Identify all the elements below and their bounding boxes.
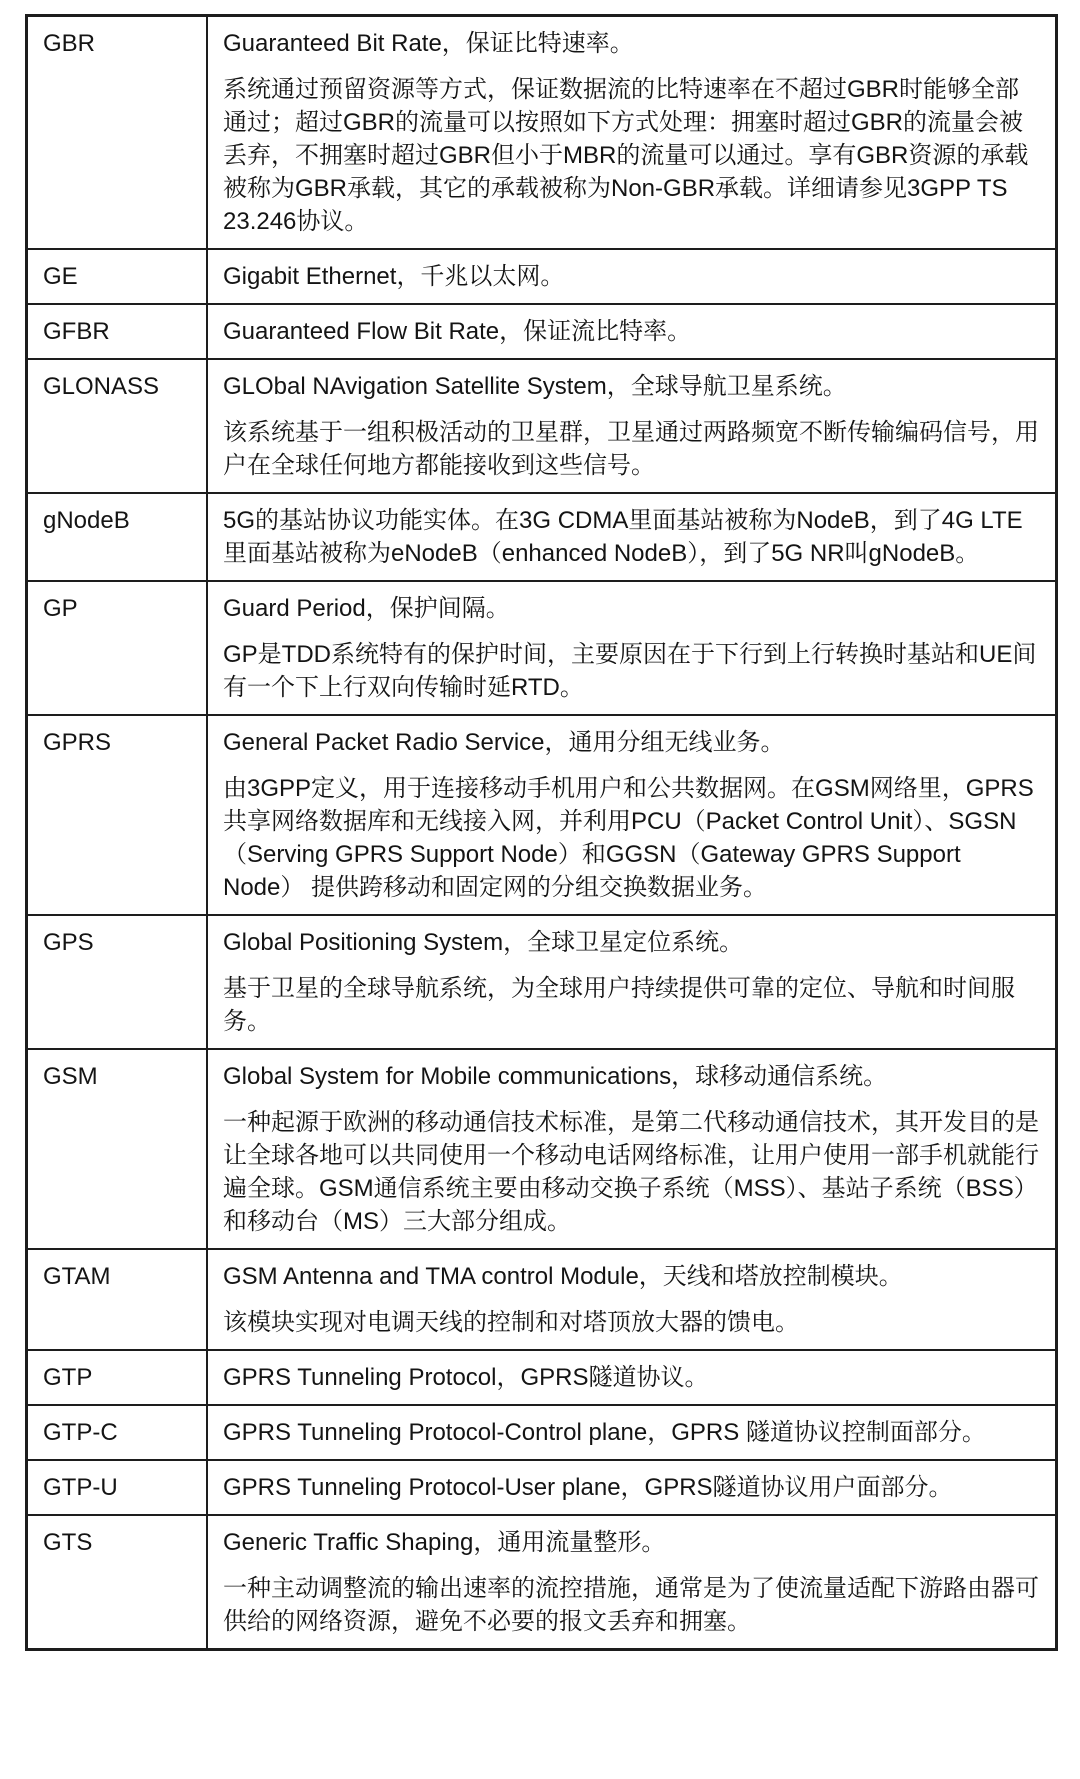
definition-paragraph: 基于卫星的全球导航系统，为全球用户持续提供可靠的定位、导航和时间服务。	[223, 975, 1015, 1035]
definition-paragraph: GSM Antenna and TMA control Module，天线和塔放控制模块。	[223, 1263, 903, 1290]
glossary-row-gsm	[27, 1049, 1057, 1249]
definition-cell	[207, 249, 1057, 304]
term-cell: GE	[27, 249, 208, 304]
definition-cell	[207, 359, 1057, 493]
definition-paragraph: GPRS Tunneling Protocol-User plane，GPRS隧道协议用户面部分。	[223, 1474, 953, 1501]
definition-paragraph: Guaranteed Flow Bit Rate，保证流比特率。	[223, 318, 692, 345]
glossary-row-gtam	[27, 1249, 1057, 1350]
term-cell: GSM	[27, 1049, 208, 1249]
glossary-row-gps	[27, 915, 1057, 1049]
term-cell: GP	[27, 581, 208, 715]
definition-paragraph: 一种主动调整流的输出速率的流控措施，通常是为了使流量适配下游路由器可供给的网络资源，避免不必要的报文丢弃和拥塞。	[223, 1575, 1039, 1635]
definition-cell	[207, 715, 1057, 915]
term-cell: GTP-U	[27, 1460, 208, 1515]
definition-paragraph: Global Positioning System，全球卫星定位系统。	[223, 929, 744, 956]
definition-paragraph: GPRS Tunneling Protocol，GPRS隧道协议。	[223, 1364, 709, 1391]
definition-cell	[207, 915, 1057, 1049]
definition-cell	[207, 1405, 1057, 1460]
term-cell: GLONASS	[27, 359, 208, 493]
definition-cell	[207, 304, 1057, 359]
definition-paragraph: GP是TDD系统特有的保护时间，主要原因在于下行到上行转换时基站和UE间有一个下上行双向传输时延RTD。	[223, 641, 1037, 701]
definition-paragraph: 该模块实现对电调天线的控制和对塔顶放大器的馈电。	[223, 1309, 799, 1336]
definition-cell	[207, 1049, 1057, 1249]
definition-paragraph: GLObal NAvigation Satellite System，全球导航卫星系统。	[223, 373, 847, 400]
glossary-row-gtp	[27, 1350, 1057, 1405]
definition-paragraph: GPRS Tunneling Protocol-Control plane，GPRS 隧道协议控制面部分。	[223, 1419, 986, 1446]
glossary-table	[25, 14, 1058, 1651]
glossary-row-gtp-c	[27, 1405, 1057, 1460]
definition-cell	[207, 1460, 1057, 1515]
glossary-row-gtp-u	[27, 1460, 1057, 1515]
term-cell: GFBR	[27, 304, 208, 359]
term-cell: GPS	[27, 915, 208, 1049]
term-cell: GTAM	[27, 1249, 208, 1350]
definition-paragraph: Gigabit Ethernet，千兆以太网。	[223, 263, 565, 290]
glossary-row-ge	[27, 249, 1057, 304]
definition-paragraph: 5G的基站协议功能实体。在3G CDMA里面基站被称为NodeB，到了4G LTE里面基站被称为eNodeB（enhanced NodeB），到了5G NR叫gNodeB。	[223, 507, 1023, 567]
definition-paragraph: Guard Period，保护间隔。	[223, 595, 510, 622]
glossary-row-gnodeb	[27, 493, 1057, 581]
definition-paragraph: Generic Traffic Shaping，通用流量整形。	[223, 1529, 666, 1556]
definition-cell	[207, 493, 1057, 581]
definition-cell	[207, 1350, 1057, 1405]
term-cell: GPRS	[27, 715, 208, 915]
definition-paragraph: General Packet Radio Service，通用分组无线业务。	[223, 729, 785, 756]
glossary-row-gfbr	[27, 304, 1057, 359]
glossary-row-gbr	[27, 16, 1057, 250]
definition-paragraph: Global System for Mobile communications，球移动通信系统。	[223, 1063, 888, 1090]
term-cell: GTP-C	[27, 1405, 208, 1460]
definition-paragraph: 由3GPP定义，用于连接移动手机用户和公共数据网。在GSM网络里，GPRS共享网络数据库和无线接入网，并利用PCU（Packet Control Unit）、SGSN（Serving GPRS Support Node）和GGSN（Gateway GPRS Support Node） 提供跨移动和固定网的分组交换数据业务。	[223, 775, 1034, 901]
glossary-row-glonass	[27, 359, 1057, 493]
definition-cell	[207, 581, 1057, 715]
definition-cell	[207, 16, 1057, 250]
term-cell: gNodeB	[27, 493, 208, 581]
definition-paragraph: 该系统基于一组积极活动的卫星群，卫星通过两路频宽不断传输编码信号，用户在全球任何地方都能接收到这些信号。	[223, 419, 1039, 479]
term-cell: GTP	[27, 1350, 208, 1405]
definition-cell	[207, 1249, 1057, 1350]
glossary-row-gts	[27, 1515, 1057, 1650]
definition-paragraph: 系统通过预留资源等方式，保证数据流的比特速率在不超过GBR时能够全部通过；超过GBR的流量可以按照如下方式处理：拥塞时超过GBR的流量会被丢弃，不拥塞时超过GBR但小于MBR的流量可以通过。享有GBR资源的承载被称为GBR承载，其它的承载被称为Non-GBR承载。详细请参见3GPP TS 23.246协议。	[223, 76, 1029, 235]
term-cell: GTS	[27, 1515, 208, 1650]
glossary-table-body	[27, 16, 1057, 1650]
definition-cell	[207, 1515, 1057, 1650]
definition-paragraph: Guaranteed Bit Rate，保证比特速率。	[223, 30, 634, 57]
term-cell: GBR	[27, 16, 208, 250]
definition-paragraph: 一种起源于欧洲的移动通信技术标准，是第二代移动通信技术，其开发目的是让全球各地可以共同使用一个移动电话网络标准，让用户使用一部手机就能行遍全球。GSM通信系统主要由移动交换子系统（MSS）、基站子系统（BSS）和移动台（MS）三大部分组成。	[223, 1109, 1039, 1235]
glossary-row-gp	[27, 581, 1057, 715]
glossary-row-gprs	[27, 715, 1057, 915]
